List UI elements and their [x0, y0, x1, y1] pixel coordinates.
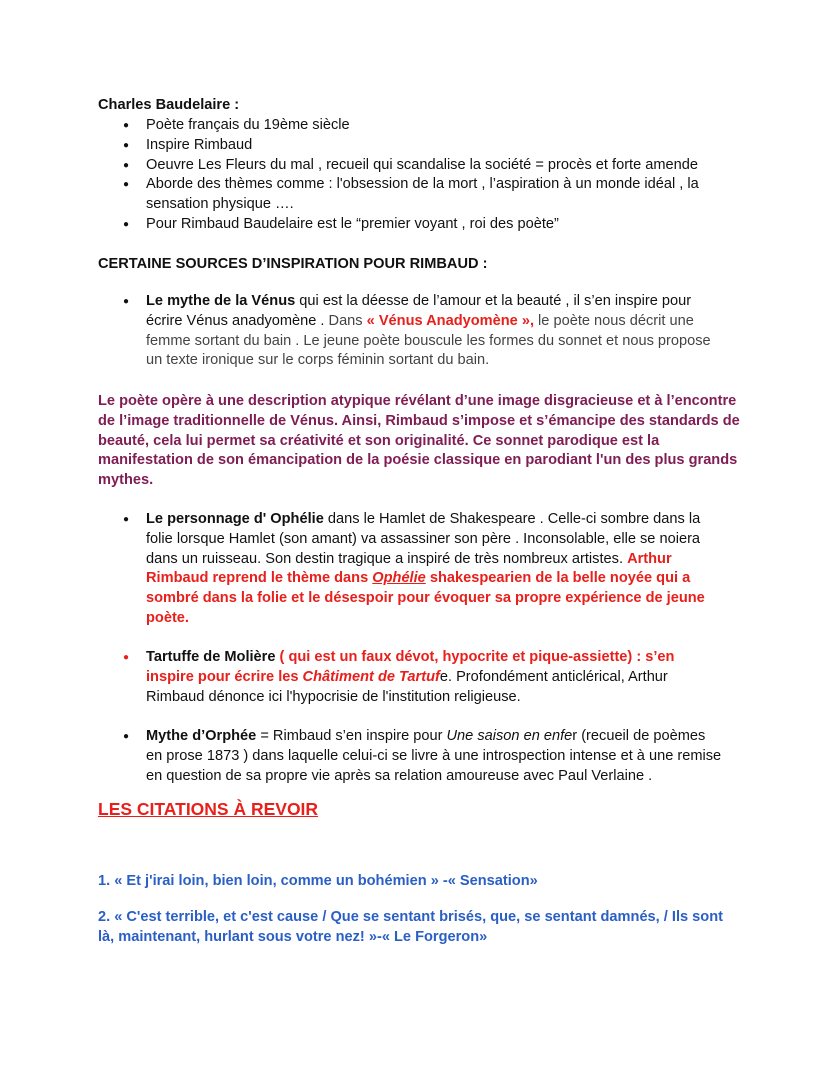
baudelaire-list: [123, 116, 723, 235]
venus-text: le poète nous décrit une femme sortant du bain . Le jeune poète bouscule les formes du sonnet et nous propose un texte ironique sur le corps féminin sortant du bain.: [146, 312, 711, 369]
citations-heading: LES CITATIONS À REVOIR: [98, 799, 319, 819]
ophelie-title: Le personnage d' Ophélie: [146, 511, 324, 527]
ophelie-poem-title: Ophélie: [372, 570, 426, 587]
list-item: ● Poète français du 19ème siècle: [123, 116, 723, 136]
list-item: ● Aborde des thèmes comme : l'obsession de la mort , l’aspiration à un monde idéal , la sensation physique ….: [123, 175, 723, 215]
venus-text: qui est la déesse de l’amour et la beauté , il s’en inspire pour écrire Vénus anadyomène .: [146, 293, 692, 329]
orphee-text: = Rimbaud s’en inspire pour: [256, 728, 447, 744]
baudelaire-heading: Charles Baudelaire :: [98, 97, 240, 113]
venus-item: [123, 292, 723, 371]
list-item: ● Pour Rimbaud Baudelaire est le “premier voyant , roi des poète”: [123, 215, 723, 235]
venus-text: Dans: [328, 312, 367, 329]
ophelie-text: dans le Hamlet de Shakespeare . Celle-ci sombre dans la folie lorsque Hamlet (son amant) va assassiner son père . Inconsolable, elle se noiera dans un ruisseau. Son destin tragique a inspiré de très nombreux artistes.: [146, 511, 701, 567]
sources-heading: CERTAINE SOURCES D’INSPIRATION POUR RIMBAUD :: [98, 256, 488, 272]
citation-item: 1. « Et j'irai loin, bien loin, comme un bohémien » -« Sensation»: [98, 873, 538, 889]
venus-analysis: Le poète opère à une description atypique révélant d’une image disgracieuse et à l’encontre de l’image traditionnelle de Vénus. Ainsi, Rimbaud s’impose et s’émancipe des standards de beauté, cela lui permet sa créativité et son originalité. Ce sonnet parodique est la manifestation de son émancipation de la poésie classique en parodiant l'un des plus grands mythes.: [98, 393, 740, 489]
orphee-text: r (recueil de poèmes en prose 1873 ) dans laquelle celui-ci se livre à une introspection intense et à une remise en question de sa propre vie après sa relation amoureuse avec Paul Verlaine .: [146, 728, 722, 784]
tartuffe-title: Tartuffe de Molière: [146, 649, 276, 665]
orphee-title: Mythe d’Orphée: [146, 728, 257, 744]
tartuffe-text: e. Profondément anticlérical, Arthur Rimbaud dénonce ici l'hypocrisie de l'institution religieuse.: [146, 668, 668, 705]
ophelie-item: [123, 510, 723, 629]
tartuffe-red-text: ( qui est un faux dévot, hypocrite et pique-assiette) : s’en inspire pour écrire les: [146, 649, 675, 685]
orphee-item: [123, 727, 723, 786]
tartuffe-poem-title: Châtiment de Tartuf: [302, 668, 440, 685]
list-item: ● Oeuvre Les Fleurs du mal , recueil qui scandalise la société = procès et forte amende: [123, 156, 723, 176]
citation-item: 2. « C'est terrible, et c'est cause / Que se sentant brisés, que, se sentant damnés, / Ils sont là, maintenant, hurlant sous votre nez! »-« Le Forgeron»: [98, 909, 723, 945]
venus-title: Le mythe de la Vénus: [146, 293, 296, 309]
orphee-work-title: Une saison en enfe: [446, 728, 573, 744]
list-item: ● Inspire Rimbaud: [123, 136, 723, 156]
tartuffe-item: [123, 648, 723, 707]
ophelie-red-text: Arthur Rimbaud reprend le thème dans: [146, 550, 672, 587]
venus-poem-title: « Vénus Anadyomène »,: [366, 312, 534, 329]
ophelie-red-text: shakespearien de la belle noyée qui a sombré dans la folie et le désespoir pour évoquer sa propre expérience de jeune poète.: [146, 570, 705, 626]
